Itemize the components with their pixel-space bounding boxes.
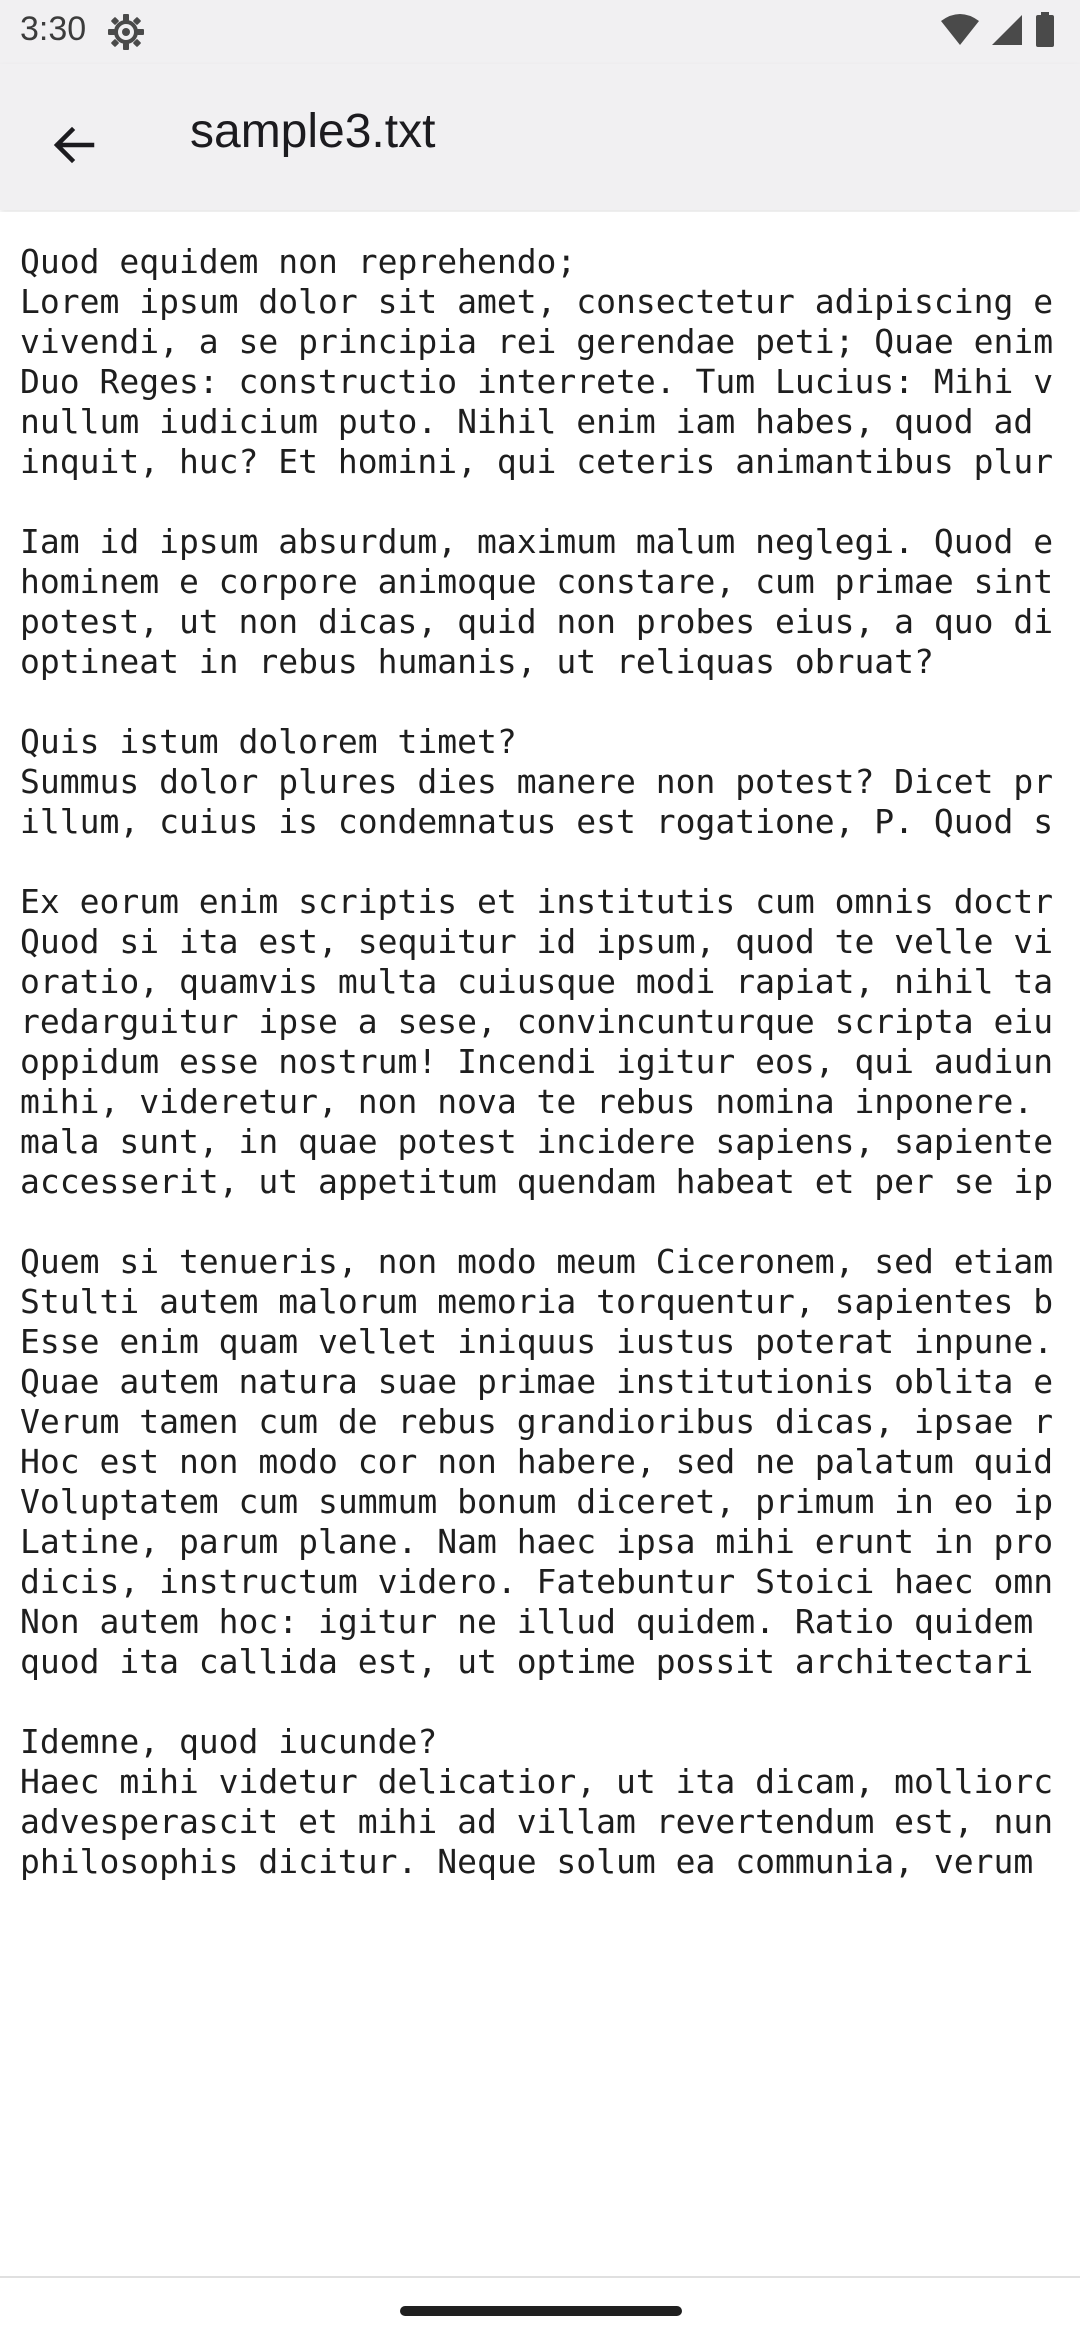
- navigation-bar: [0, 2276, 1080, 2340]
- battery-icon: [1034, 12, 1056, 53]
- status-bar: [0, 0, 1080, 64]
- document-viewer[interactable]: [0, 212, 1080, 2276]
- settings-icon: [106, 12, 146, 52]
- signal-icon: [990, 13, 1024, 52]
- app-bar: [0, 64, 1080, 210]
- file-title: sample3.txt: [190, 105, 436, 158]
- status-icons: [940, 12, 1056, 52]
- status-time: 3:30: [20, 10, 87, 48]
- arrow-back-icon: [50, 121, 98, 174]
- wifi-icon: [940, 13, 980, 52]
- back-button[interactable]: [24, 97, 124, 197]
- home-gesture-handle[interactable]: [400, 2306, 682, 2316]
- document-text: Quod equidem non reprehendo; Lorem ipsum dolor sit amet, consectetur adipiscing e vivendi, a se principia rei gerendae peti; Quae enim Duo Reges: constructio interrete. Tum Lucius: Mihi v nullum iudicium puto. Nihil enim iam habes, quod ad inquit, huc? Et homini, qui ceteris animantibus plur Iam id ipsum absurdum, maximum malum neglegi. Quod e hominem e corpore animoque constare, cum primae sint potest, ut non dicas, quid non probes eius, a quo di optineat in rebus humanis, ut reliquas obruat? Quis istum dolorem timet? Summus dolor plures dies manere non potest? Dicet pr illum, cuius is condemnatus est rogatione, P. Quod s Ex eorum enim scriptis et institutis cum omnis doctr Quod si ita est, sequitur id ipsum, quod te velle vi oratio, quamvis multa cuiusque modi rapiat, nihil ta redarguitur ipse a sese, convincunturque scripta eiu oppidum esse nostrum! Incendi igitur eos, qui audiun mihi, videretur, non nova te rebus nomina inponere. mala sunt, in quae potest incidere sapiens, sapiente accesserit, ut appetitum quendam habeat et per se ip Quem si tenueris, non modo meum Ciceronem, sed etiam Stulti autem malorum memoria torquentur, sapientes b Esse enim quam vellet iniquus iustus poterat inpune. Quae autem natura suae primae institutionis oblita e Verum tamen cum de rebus grandioribus dicas, ipsae r Hoc est non modo cor non habere, sed ne palatum quid Voluptatem cum summum bonum diceret, primum in eo ip Latine, parum plane. Nam haec ipsa mihi erunt in pro dicis, instructum videro. Fatebuntur Stoici haec omn Non autem hoc: igitur ne illud quidem. Ratio quidem quod ita callida est, ut optime possit architectari Idemne, quod iucunde? Haec mihi videtur delicatior, ut ita dicam, molliorc advesperascit et mihi ad villam revertendum est, nun philosophis dicitur. Neque solum ea communia, verum: [20, 242, 1054, 1881]
